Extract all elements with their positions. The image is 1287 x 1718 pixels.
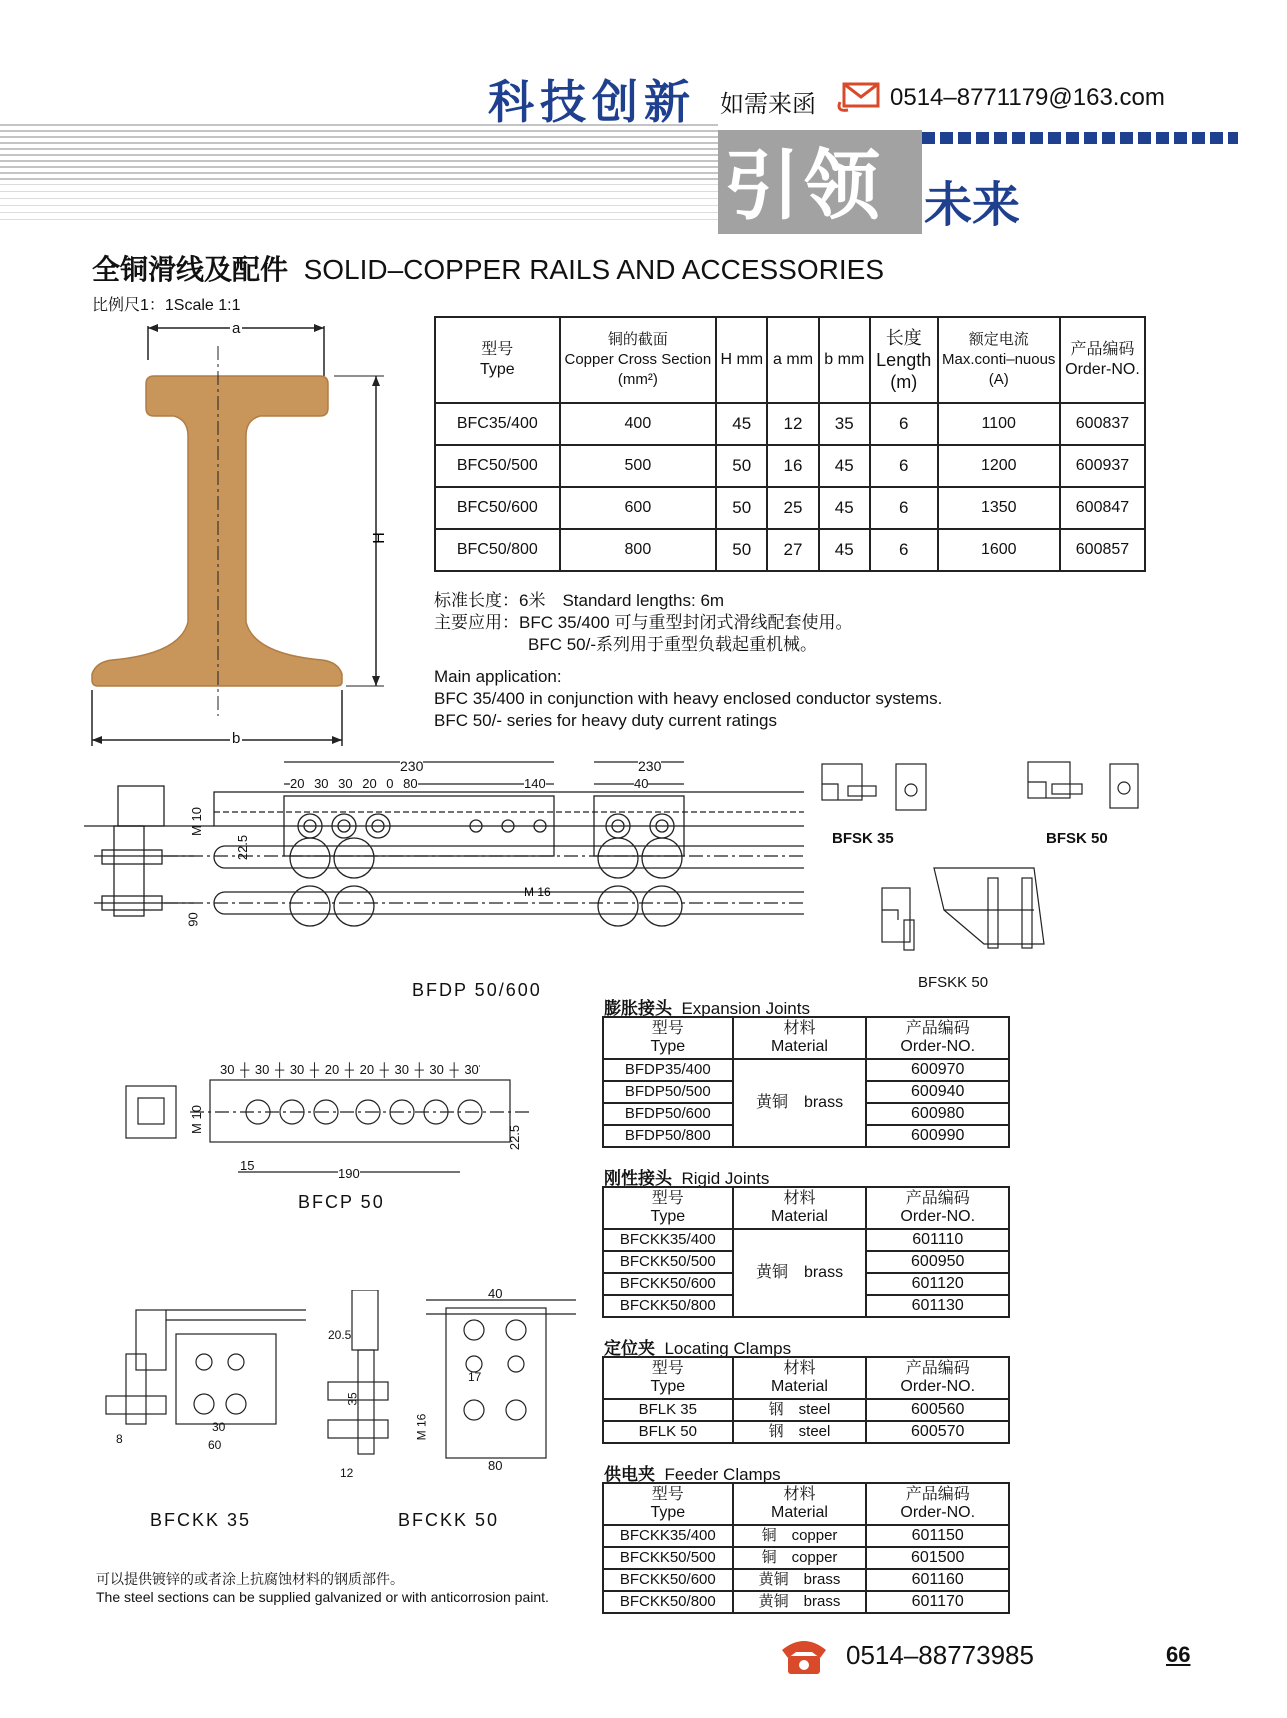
th-en: Order-NO. — [1065, 361, 1140, 378]
acc-header-en: Type — [650, 1504, 686, 1521]
rail-spec-cell: 45 — [716, 403, 767, 445]
acc-type-cell: BFDP50/600 — [603, 1103, 733, 1125]
acc-type-cell: BFDP50/800 — [603, 1125, 733, 1147]
contact-prefix: 如需来函 — [720, 91, 816, 118]
app-line: BFC 35/400 in conjunction with heavy enclosed conductor systems. — [434, 689, 943, 708]
acc-header-en: Order-NO. — [900, 1038, 976, 1055]
acc-order-cell: 600570 — [866, 1421, 1009, 1443]
rail-spec-cell: 45 — [819, 487, 870, 529]
rail-spec-cell: 600837 — [1060, 403, 1145, 445]
slogan: 科技创新 — [488, 75, 696, 129]
note-line: 标准长度：6米 Standard lengths: 6m — [434, 591, 725, 610]
header-stripes-lower — [0, 184, 718, 220]
th-cn: 产品编码 — [1070, 341, 1135, 358]
feeder-title-en: Feeder Clamps — [664, 1465, 781, 1484]
acc-material-cell: 黄铜 brass — [733, 1591, 867, 1613]
rail-spec-cell: 6 — [870, 529, 938, 571]
th-b: b mm — [819, 317, 870, 403]
main-application — [434, 666, 942, 732]
bfcp-dim-m10: M 10 — [188, 1105, 204, 1134]
th-h: H mm — [716, 317, 767, 403]
th-unit: (mm²) — [617, 371, 658, 388]
acc-row — [603, 1569, 1009, 1591]
page-number: 66 — [1166, 1642, 1191, 1667]
acc-header-row — [603, 1017, 1009, 1059]
footer-note — [96, 1570, 549, 1606]
acc-header-en: Type — [650, 1378, 686, 1395]
rail-spec-cell: 1600 — [938, 529, 1060, 571]
locating-title-en: Locating Clamps — [664, 1339, 792, 1358]
bfskk50-label: BFSKK 50 — [918, 974, 989, 991]
rail-spec-cell: 50 — [716, 529, 767, 571]
bfdp-drawing — [84, 756, 804, 966]
bfckk50-dim-12: 12 — [340, 1466, 354, 1480]
rigid-table — [602, 1186, 1010, 1318]
bfdp-dim-140: 140 — [524, 776, 546, 791]
expansion-table — [602, 1016, 1010, 1148]
bfckk35-dim-8: 8 — [116, 1432, 123, 1446]
acc-header-cell — [603, 1187, 733, 1229]
header-dotted-bar — [922, 132, 1238, 144]
rail-spec-cell: 1350 — [938, 487, 1060, 529]
rail-spec-row — [435, 487, 1145, 529]
acc-order-cell: 601500 — [866, 1547, 1009, 1569]
bfcp-dim-15: 15 — [240, 1158, 255, 1173]
rail-spec-row — [435, 445, 1145, 487]
th-cn: 铜的截面 — [607, 331, 668, 348]
acc-order-cell: 600980 — [866, 1103, 1009, 1125]
acc-order-cell: 601130 — [866, 1295, 1009, 1317]
rail-spec-row — [435, 529, 1145, 571]
bfcp-dims-top: 30 ┼ 30 ┼ 30 ┼ 20 ┼ 20 ┼ 30 ┼ 30 ┼ 30 — [220, 1062, 479, 1077]
lead-big-text: 引领 — [724, 141, 884, 230]
rail-spec-cell: 6 — [870, 487, 938, 529]
acc-row — [603, 1591, 1009, 1613]
bfdp-dim-230a: 230 — [400, 758, 424, 774]
th-unit: (A) — [988, 371, 1009, 388]
acc-header-en: Order-NO. — [900, 1504, 976, 1521]
rail-spec-cell: 27 — [767, 529, 818, 571]
header-stripes — [0, 124, 718, 184]
rail-spec-cell: 600937 — [1060, 445, 1145, 487]
rail-spec-cell: 1200 — [938, 445, 1060, 487]
th-en: Type — [479, 361, 515, 378]
acc-type-cell: BFCKK50/600 — [603, 1273, 733, 1295]
acc-row — [603, 1421, 1009, 1443]
rail-spec-cell: 6 — [870, 445, 938, 487]
acc-type-cell: BFLK 35 — [603, 1399, 733, 1421]
footer-note-en: The steel sections can be supplied galvanized or with anticorrosion paint. — [96, 1589, 549, 1605]
th-en: Length — [876, 350, 932, 370]
bfcp-dim: 30 — [254, 1062, 270, 1077]
rail-spec-cell: 25 — [767, 487, 818, 529]
bfdp-dim-m10: M 10 — [188, 807, 204, 836]
mail-icon — [836, 80, 882, 114]
acc-material-cell: 黄铜 brass — [733, 1569, 867, 1591]
rail-spec-cell: BFC35/400 — [435, 403, 560, 445]
rail-spec-row — [435, 403, 1145, 445]
acc-row — [603, 1547, 1009, 1569]
section-title — [92, 248, 884, 288]
rail-spec-cell: BFC50/500 — [435, 445, 560, 487]
bfcp-dim: 30 — [289, 1062, 305, 1077]
acc-header-cn: 产品编码 — [905, 1190, 970, 1207]
acc-order-cell: 600970 — [866, 1059, 1009, 1081]
acc-order-cell: 600940 — [866, 1081, 1009, 1103]
acc-header-en: Material — [771, 1378, 828, 1395]
acc-header-en: Material — [771, 1038, 828, 1055]
rail-spec-cell: 50 — [716, 445, 767, 487]
acc-type-cell: BFCKK50/500 — [603, 1547, 733, 1569]
acc-header-en: Type — [650, 1208, 686, 1225]
footer-phone: 0514–88773985 — [846, 1640, 1034, 1670]
acc-header-cell — [603, 1357, 733, 1399]
bfdp-dim-225: 22.5 — [235, 834, 251, 861]
rail-profile-drawing — [84, 316, 414, 756]
bfckk50-dim-m16: M 16 — [414, 1413, 429, 1441]
rail-spec-cell: BFC50/600 — [435, 487, 560, 529]
locating-table — [602, 1356, 1010, 1444]
bfckk35-dim-30: 30 — [212, 1420, 226, 1434]
lead-small-text: 未来 — [924, 177, 1021, 233]
bfckk50-label: BFCKK 50 — [398, 1510, 500, 1530]
bfcp-dim-225: 22.5 — [507, 1124, 523, 1151]
acc-type-cell: BFCKK50/800 — [603, 1591, 733, 1613]
rail-spec-header-row — [435, 317, 1145, 403]
acc-row — [603, 1229, 1009, 1251]
acc-order-cell: 601120 — [866, 1273, 1009, 1295]
acc-type-cell: BFCKK50/500 — [603, 1251, 733, 1273]
acc-order-cell: 600950 — [866, 1251, 1009, 1273]
bfsk35-label: BFSK 35 — [832, 830, 894, 847]
acc-header-cn: 产品编码 — [905, 1020, 970, 1037]
app-line: BFC 50/- series for heavy duty current ratings — [434, 711, 777, 730]
acc-material-cell: 黄铜 brass — [733, 1059, 867, 1147]
bfckk35-dim-205: 20.5 — [328, 1328, 352, 1342]
rail-spec-cell: BFC50/800 — [435, 529, 560, 571]
acc-header-en: Material — [771, 1504, 828, 1521]
acc-header-cn: 型号 — [651, 1190, 684, 1207]
th-cn: 型号 — [481, 341, 514, 358]
acc-header-row — [603, 1483, 1009, 1525]
rail-spec-table — [434, 316, 1146, 572]
acc-header-cn: 型号 — [651, 1360, 684, 1377]
rail-spec-cell: 1100 — [938, 403, 1060, 445]
bfckk50-dim-40: 40 — [488, 1286, 503, 1301]
acc-header-cn: 产品编码 — [905, 1360, 970, 1377]
bfckk35-dim-60: 60 — [208, 1438, 222, 1452]
bfdp-label: BFDP 50/600 — [412, 980, 542, 1000]
bfsk-drawings — [808, 760, 1188, 980]
rail-spec-cell: 16 — [767, 445, 818, 487]
rail-spec-cell: 12 — [767, 403, 818, 445]
contact-email: 0514–8771179@163.com — [890, 84, 1165, 111]
bfcp-dim: 30 — [464, 1062, 479, 1077]
acc-material-cell: 铜 copper — [733, 1547, 867, 1569]
acc-type-cell: BFDP35/400 — [603, 1059, 733, 1081]
acc-type-cell: BFCKK35/400 — [603, 1525, 733, 1547]
rail-spec-cell: 600 — [560, 487, 717, 529]
acc-order-cell: 601160 — [866, 1569, 1009, 1591]
rail-spec-cell: 800 — [560, 529, 717, 571]
section-title-en: SOLID–COPPER RAILS AND ACCESSORIES — [303, 254, 884, 285]
acc-header-cell — [866, 1017, 1009, 1059]
acc-header-row — [603, 1357, 1009, 1399]
th-cn: 额定电流 — [968, 331, 1029, 348]
bfsk50-label: BFSK 50 — [1046, 830, 1108, 847]
bfdp-dim-seq: 20 30 30 20 0 80 — [290, 776, 418, 791]
th-en: Max.conti–nuous — [942, 351, 1056, 368]
acc-material-cell: 铜 copper — [733, 1525, 867, 1547]
acc-header-cn: 材料 — [783, 1360, 816, 1377]
app-title: Main application: — [434, 667, 562, 686]
bfcp-dim: 30 — [394, 1062, 409, 1077]
rail-spec-cell: 500 — [560, 445, 717, 487]
locating-title-cn: 定位夹 — [604, 1339, 655, 1358]
bfcp-dim: 30 — [220, 1062, 235, 1077]
acc-header-cell — [733, 1187, 867, 1229]
acc-type-cell: BFDP50/500 — [603, 1081, 733, 1103]
rail-spec-cell: 6 — [870, 403, 938, 445]
acc-type-cell: BFCKK50/800 — [603, 1295, 733, 1317]
acc-header-cn: 材料 — [783, 1020, 816, 1037]
rail-spec-cell: 600857 — [1060, 529, 1145, 571]
rail-spec-cell: 50 — [716, 487, 767, 529]
rail-spec-cell: 600847 — [1060, 487, 1145, 529]
acc-header-cell — [733, 1017, 867, 1059]
acc-header-cell — [866, 1187, 1009, 1229]
bfcp-drawing — [110, 1062, 530, 1192]
rail-spec-cell: 400 — [560, 403, 717, 445]
acc-order-cell: 601170 — [866, 1591, 1009, 1613]
expansion-title-cn: 膨胀接头 — [604, 999, 672, 1018]
rigid-title-cn: 刚性接头 — [604, 1169, 672, 1188]
section-title-cn: 全铜滑线及配件 — [92, 254, 289, 285]
acc-row — [603, 1525, 1009, 1547]
dim-b: b — [232, 730, 241, 747]
rail-spec-cell: 35 — [819, 403, 870, 445]
th-a: a mm — [767, 317, 818, 403]
acc-header-en: Order-NO. — [900, 1208, 976, 1225]
bfckk35-dim-35: 35 — [345, 1392, 360, 1406]
acc-header-cell — [866, 1357, 1009, 1399]
note-line: BFC 50/-系列用于重型负载起重机械。 — [528, 635, 818, 654]
th-current — [938, 317, 1060, 403]
acc-header-cell — [733, 1483, 867, 1525]
acc-header-cn: 型号 — [651, 1486, 684, 1503]
acc-header-row — [603, 1187, 1009, 1229]
rigid-title-en: Rigid Joints — [681, 1169, 770, 1188]
feeder-table — [602, 1482, 1010, 1614]
acc-header-cn: 型号 — [651, 1020, 684, 1037]
bfdp-dim-40: 40 — [634, 776, 649, 791]
expansion-title-en: Expansion Joints — [681, 999, 810, 1018]
phone-icon — [776, 1630, 832, 1678]
note-line: 主要应用：BFC 35/400 可与重型封闭式滑线配套使用。 — [434, 613, 853, 632]
acc-row — [603, 1059, 1009, 1081]
footer-note-cn: 可以提供镀锌的或者涂上抗腐蚀材料的钢质部件。 — [96, 1571, 404, 1587]
bfdp-dim-230b: 230 — [638, 758, 662, 774]
dim-H: H — [371, 532, 388, 544]
bfcp-label: BFCP 50 — [298, 1192, 385, 1212]
th-cn: 长度 — [885, 328, 922, 348]
th-length — [870, 317, 938, 403]
th-type — [435, 317, 560, 403]
acc-type-cell: BFCKK50/600 — [603, 1569, 733, 1591]
th-section — [560, 317, 717, 403]
acc-header-cell — [733, 1357, 867, 1399]
acc-type-cell: BFCKK35/400 — [603, 1229, 733, 1251]
bfdp-dim-90: 90 — [185, 912, 201, 927]
acc-order-cell: 600560 — [866, 1399, 1009, 1421]
feeder-title-cn: 供电夹 — [604, 1465, 655, 1484]
bfckk50-dim-17: 17 — [468, 1370, 482, 1384]
acc-header-cell — [603, 1483, 733, 1525]
acc-order-cell: 600990 — [866, 1125, 1009, 1147]
dim-a: a — [232, 320, 241, 337]
acc-material-cell: 黄铜 brass — [733, 1229, 867, 1317]
acc-type-cell: BFLK 50 — [603, 1421, 733, 1443]
dim-m16-label: M 16 — [524, 885, 551, 899]
th-unit: (m) — [890, 372, 918, 392]
standard-notes — [434, 590, 852, 656]
acc-header-cell — [603, 1017, 733, 1059]
rail-spec-body — [435, 403, 1145, 571]
acc-material-cell: 钢 steel — [733, 1399, 867, 1421]
bfckk-drawings — [96, 1290, 576, 1480]
acc-header-cn: 产品编码 — [905, 1486, 970, 1503]
bfcp-dim: 30 — [429, 1062, 444, 1077]
th-order — [1060, 317, 1145, 403]
rail-spec-cell: 45 — [819, 529, 870, 571]
acc-material-cell: 钢 steel — [733, 1421, 867, 1443]
th-en: Copper Cross Section — [564, 351, 712, 368]
acc-header-en: Material — [771, 1208, 828, 1225]
bfckk50-dim-80: 80 — [488, 1458, 503, 1473]
bfcp-dim-190: 190 — [338, 1166, 360, 1181]
bfckk35-label: BFCKK 35 — [150, 1510, 252, 1530]
acc-header-en: Type — [650, 1038, 686, 1055]
acc-header-cell — [866, 1483, 1009, 1525]
acc-header-en: Order-NO. — [900, 1378, 976, 1395]
acc-header-cn: 材料 — [783, 1190, 816, 1207]
acc-row — [603, 1399, 1009, 1421]
acc-order-cell: 601110 — [866, 1229, 1009, 1251]
scale-note: 比例尺1：1Scale 1:1 — [92, 297, 241, 314]
acc-header-cn: 材料 — [783, 1486, 816, 1503]
acc-order-cell: 601150 — [866, 1525, 1009, 1547]
rail-spec-cell: 45 — [819, 445, 870, 487]
